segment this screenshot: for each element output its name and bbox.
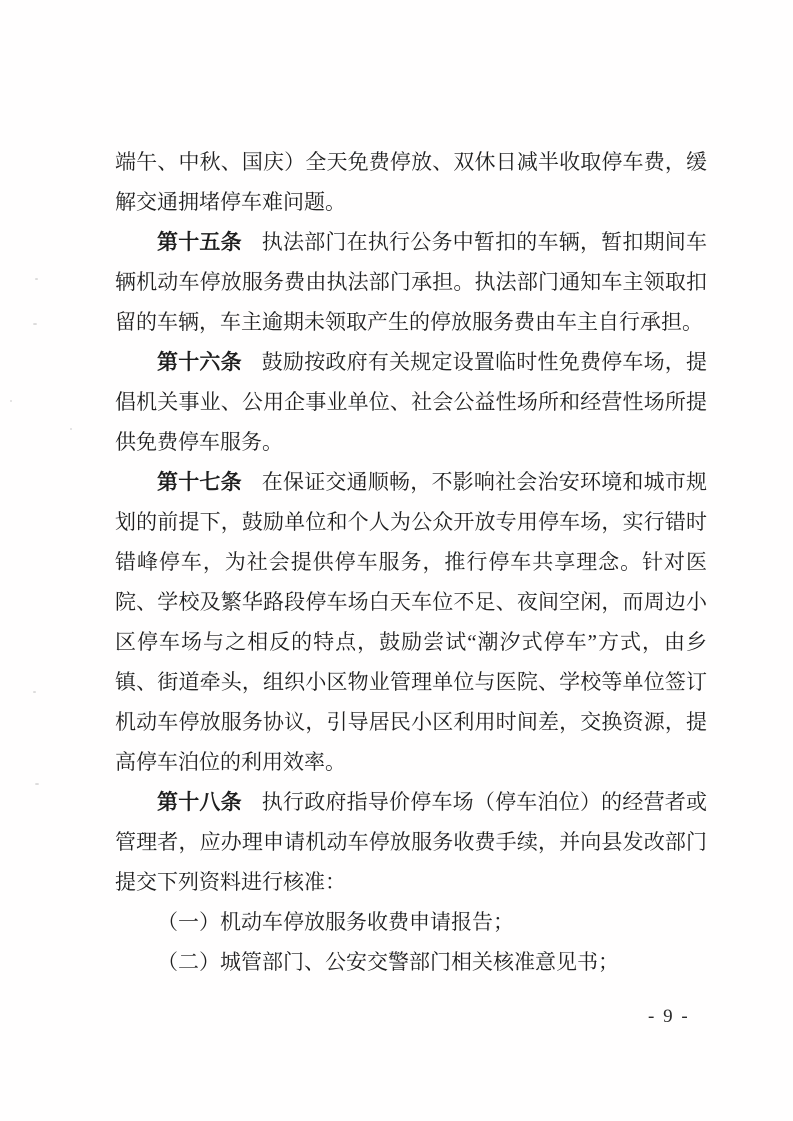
article-18-text: 执行政府指导价停车场（停车泊位）的经营者或管理者，应办理申请机动车停放服务收费手续，并向县发改部门提交下列资料进行核准： <box>115 790 707 894</box>
article-18 <box>115 782 707 902</box>
scan-speck <box>70 428 72 430</box>
article-15 <box>115 222 707 342</box>
list-item-1 <box>115 902 707 942</box>
article-17-text: 在保证交通顺畅，不影响社会治安环境和城市规划的前提下，鼓励单位和个人为公众开放专用停车场，实行错时错峰停车，为社会提供停车服务，推行停车共享理念。针对医院、学校及繁华路段停车场白天车位不足、夜间空闲，而周边小区停车场与之相反的特点，鼓励尝试“潮汐式停车”方式，由乡镇、街道牵头，组织小区物业管理单位与医院、学校等单位签订机动车停放服务协议，引导居民小区利用时间差，交换资源，提高停车泊位的利用效率。 <box>115 470 707 774</box>
paragraph-text: 端午、中秋、国庆）全天免费停放、双休日减半收取停车费，缓解交通拥堵停车难问题。 <box>115 150 707 214</box>
article-15-text: 执法部门在执行公务中暂扣的车辆，暂扣期间车辆机动车停放服务费由执法部门承担。执法部门通知车主领取扣留的车辆，车主逾期未领取产生的停放服务费由车主自行承担。 <box>115 230 707 334</box>
article-18-term: 第十八条 <box>157 790 242 814</box>
article-17-term: 第十七条 <box>157 470 242 494</box>
scan-speck <box>33 691 36 693</box>
list-item-1-text: （一）机动车停放服务收费申请报告； <box>157 910 514 934</box>
article-16-term: 第十六条 <box>157 350 242 374</box>
scan-speck <box>35 783 39 785</box>
scan-speck <box>10 400 12 402</box>
paragraph-continuation <box>115 142 707 222</box>
article-16 <box>115 342 707 462</box>
article-15-term: 第十五条 <box>157 230 242 254</box>
scan-speck <box>35 278 38 280</box>
article-16-text: 鼓励按政府有关规定设置临时性免费停车场，提倡机关事业、公用企事业单位、社会公益性场所和经营性场所提供免费停车服务。 <box>115 350 707 454</box>
list-item-2-text: （二）城管部门、公安交警部门相关核准意见书； <box>157 950 619 974</box>
article-17 <box>115 462 707 782</box>
page-number: - 9 - <box>648 1006 690 1027</box>
list-item-2 <box>115 942 707 982</box>
document-body <box>115 142 707 982</box>
scan-speck <box>33 323 37 325</box>
